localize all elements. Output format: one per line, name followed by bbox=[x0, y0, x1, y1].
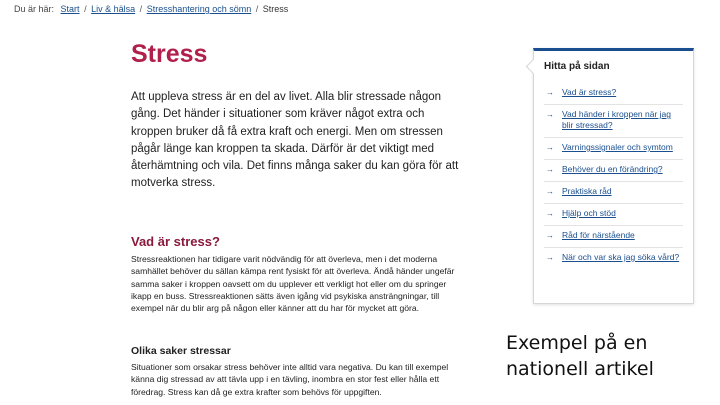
toc-item-praktiska-rad[interactable] bbox=[544, 182, 683, 204]
toc-title: Hitta på sidan bbox=[544, 61, 610, 72]
breadcrumb bbox=[14, 4, 288, 14]
arrow-right-icon: → bbox=[546, 165, 554, 174]
article-intro: Att uppleva stress är en del av livet. Alla blir stressade någon gång. Det händer i situationer som kräver något extra och kroppen bruker då få extra kraft och energi. Men om stressen pågår länge kan kroppen ta skada. Därför är det viktigt med återhämtning och vila. Det finns många saker du kan göra för att motverka stress. bbox=[131, 91, 459, 190]
breadcrumb-current: Stress bbox=[262, 4, 289, 14]
breadcrumb-link-liv-halsa[interactable]: Liv & hälsa bbox=[91, 4, 136, 14]
page-title: Stress bbox=[131, 40, 208, 68]
breadcrumb-separator: / bbox=[255, 4, 259, 14]
breadcrumb-separator: / bbox=[139, 4, 143, 14]
arrow-right-icon: → bbox=[546, 110, 554, 119]
breadcrumb-link-stresshantering[interactable]: Stresshantering och sömn bbox=[146, 4, 252, 14]
toc-item-forandring[interactable] bbox=[544, 160, 683, 182]
arrow-right-icon: → bbox=[546, 187, 554, 196]
toc-item-label: Behöver du en förändring? bbox=[562, 164, 663, 174]
toc-item-label: När och var ska jag söka vård? bbox=[562, 252, 680, 262]
toc-item-vad-ar-stress[interactable] bbox=[544, 83, 683, 105]
section-text-olika-saker: Situationer som orsakar stress behöver inte alltid vara negativa. Du kan till exempel känna dig stressad av att tävla upp i en tävling, inombra en stor fest eller hålla ett föredrag. Stress kan då ge extra krafter som behövs för uppgiften. bbox=[131, 362, 449, 397]
breadcrumb-separator: / bbox=[84, 4, 87, 14]
arrow-right-icon: → bbox=[546, 143, 554, 152]
section-heading-olika-saker: Olika saker stressar bbox=[131, 345, 231, 357]
section-heading-vad-ar-stress: Vad är stress? bbox=[131, 234, 220, 249]
page-toc bbox=[533, 48, 694, 304]
toc-list bbox=[534, 83, 693, 269]
section-text-vad-ar-stress: Stressreaktionen har tidigare varit nödvändig för att överleva, men i det moderna samhället behöver du sällan kämpa rent fysiskt för att överleva. Ändå händer ungefär samma saker i kroppen oavsett om du upplever ett verkligt hot eller om du springer ikapp en buss. Stressreaktionen sätts även igång vid psykiska ansträngningar, till exempel när du blir arg på någon eller känner att du har för mycket att göra. bbox=[131, 254, 455, 314]
slide-caption: Exempel på en nationell artikel bbox=[506, 332, 654, 380]
toc-item-narstaende[interactable] bbox=[544, 226, 683, 248]
toc-item-hjalp-och-stod[interactable] bbox=[544, 204, 683, 226]
arrow-right-icon: → bbox=[546, 209, 554, 218]
toc-item-varningssignaler[interactable] bbox=[544, 138, 683, 160]
toc-item-soka-vard[interactable] bbox=[544, 248, 683, 269]
arrow-right-icon: → bbox=[546, 88, 554, 97]
toc-item-label: Vad är stress? bbox=[562, 87, 617, 97]
toc-item-label: Varningssignaler och symtom bbox=[562, 142, 673, 152]
toc-item-vad-hander[interactable] bbox=[544, 105, 683, 138]
toc-item-label: Råd för närstående bbox=[562, 230, 635, 240]
toc-pointer bbox=[526, 59, 542, 75]
toc-item-label: Praktiska råd bbox=[562, 186, 612, 196]
arrow-right-icon: → bbox=[546, 253, 554, 262]
arrow-right-icon: → bbox=[546, 231, 554, 240]
toc-item-label: Hjälp och stöd bbox=[562, 208, 616, 218]
toc-item-label: Vad händer i kroppen när jag blir stressad? bbox=[562, 109, 672, 130]
breadcrumb-link-start[interactable]: Start bbox=[60, 4, 80, 14]
breadcrumb-prefix: Du är här: bbox=[14, 4, 55, 14]
